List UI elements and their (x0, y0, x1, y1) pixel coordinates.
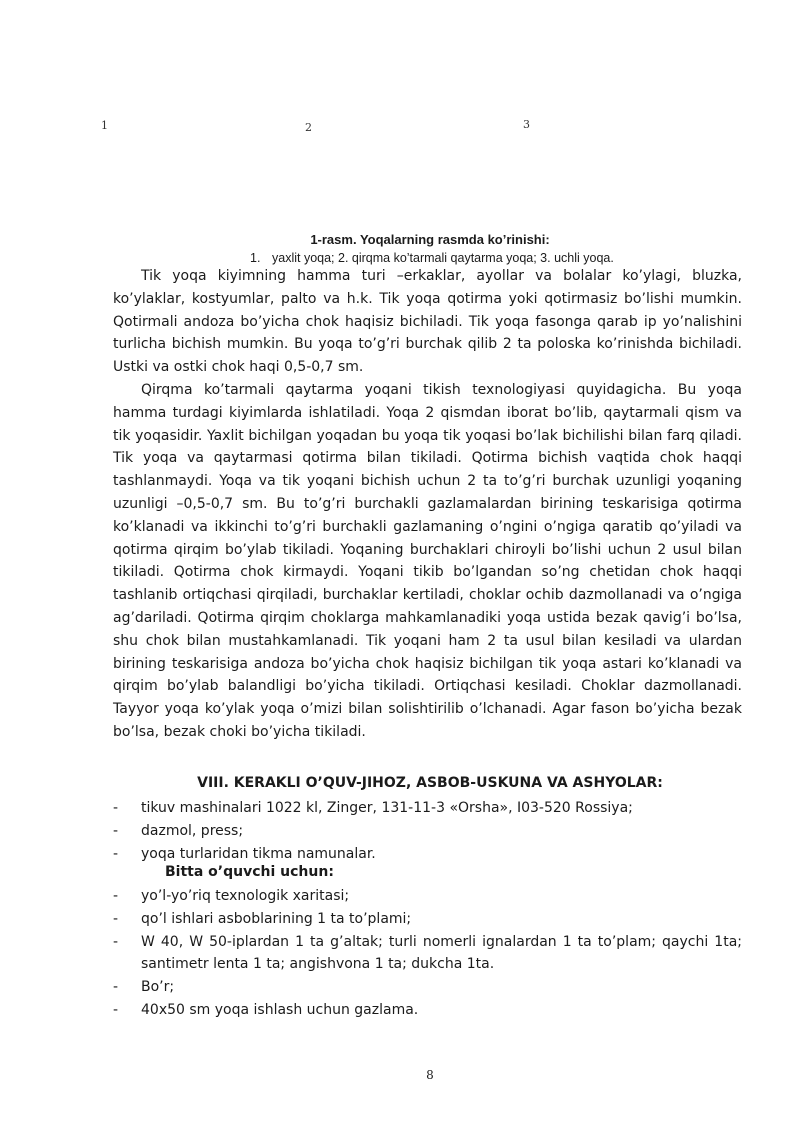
caption-number: 1. (250, 251, 261, 265)
student-subheading: Bitta o’quvchi uchun: (165, 864, 334, 880)
figure-caption-subtitle (250, 251, 614, 265)
list-item: - yoqa turlaridan tikma namunalar. (113, 843, 742, 866)
caption-text: yaxlit yoqa; 2. qirqma ko’tarmali qaytarma yoqa; 3. uchli yoqa. (272, 251, 614, 265)
list-bullet: - (113, 910, 119, 927)
list-bullet: - (113, 979, 119, 996)
page-number: 8 (426, 1068, 434, 1082)
list-item: - Bo’r; (113, 976, 742, 999)
list-bullet: - (113, 800, 119, 816)
list-item: - dazmol, press; (113, 820, 742, 843)
body-text (113, 265, 742, 744)
figure-label-2: 2 (305, 121, 312, 134)
list-bullet: - (113, 1001, 119, 1018)
list-item: - W 40, W 50-iplardan 1 ta g’altak; turli nomerli ignalardan 1 ta to’plam; qaychi 1ta; santimetr lenta 1 ta; angishvona 1 ta; dukcha 1ta. (113, 931, 742, 977)
list-item: - qo’l ishlari asboblarining 1 ta to’plami; (113, 908, 742, 931)
figure-label-1: 1 (101, 119, 108, 132)
list-item: - tikuv mashinalari 1022 kl, Zinger, 131-11-3 «Orsha», I03-520 Rossiya; (113, 797, 742, 820)
paragraph: Qirqma ko’tarmali qaytarma yoqani tikish texnologiyasi quyidagicha. Bu yoqa hamma turdagi kiyimlarda ishlatiladi. Yoqa 2 qismdan iborat bo’lib, qaytarmali qism va tik yoqasidir. Yaxlit bichilgan yoqadan bu yoqa tik yoqasi bo’lak bichilishi bilan farq qiladi. Tik yoqa va qaytarmasi qotirma bilan tikiladi. Qotirma bichish vaqtida chok haqqi tashlanmaydi. Yoqa va tik yoqani bichish uchun 2 ta to’g’ri burchak uzunligi yoqaning uzunligi –0,5-0,7 sm. Bu to’g’ri burchakli gazlamalardan birining teskarisiga qotirma ko’klanadi va ikkinchi to’g’ri burchakli gazlamaning o’ngini o’ngiga qaratib qo’yiladi va qotirma qirqim bo’ylab tikiladi. Yoqaning burchaklari chiroyli bo’lishi uchun 2 usul bilan tikiladi. Qotirma chok kirmaydi. Yoqani tikib bo’lgandan so’ng chetidan chok haqqi tashlanib ortiqchasi qirqiladi, burchaklar kertiladi, choklar ochib dazmollanadi va o’ngiga ag’dariladi. Qotirma qirqim choklarga mahkamlanadiki yoqa ustida bezak qavig’i bo’lsa, shu chok bilan mustahkamlanadi. Tik yoqani ham 2 ta usul bilan kesiladi va ulardan birining teskarisiga andoza bo’yicha chok haqisiz bichilgan tik yoqa astari ko’klanadi va qirqim bo’ylab balandligi bo’yicha tikiladi. Ortiqchasi kesiladi. Choklar dazmollanadi. Tayyor yoqa ko’ylak yoqa o’mizi bilan solishtirilib o’lchanadi. Agar fason bo’yicha bezak bo’lsa, bezak choki bo’yicha tikiladi. (113, 381, 742, 740)
list-bullet: - (113, 822, 119, 839)
figure-label-3: 3 (523, 118, 530, 131)
equipment-list (113, 797, 742, 865)
figure-caption-title: 1-rasm. Yoqalarning rasmda ko’rinishi: (310, 232, 550, 247)
student-list (113, 885, 742, 1022)
list-bullet: - (113, 845, 119, 862)
list-item: - 40x50 sm yoqa ishlash uchun gazlama. (113, 999, 742, 1022)
list-bullet: - (113, 933, 119, 950)
section-heading: VIII. KERAKLI O’QUV-JIHOZ, ASBOB-USKUNA VA ASHYOLAR: (197, 775, 663, 791)
paragraph: Tik yoqa kiyimning hamma turi –erkaklar, ayollar va bolalar ko’ylagi, bluzka, ko’ylaklar, kostyumlar, palto va h.k. Tik yoqa qotirma yoki qotirmasiz bo’lishi mumkin. Qotirmali andoza bo’yicha chok haqisiz bichiladi. Tik yoqa fasonga qarab ip yo’nalishini turlicha bichish mumkin. Bu yoqa to’g’ri burchak qilib 2 ta poloska ko’rinishda bichiladi. Ustki va ostki chok haqi 0,5-0,7 sm. (113, 268, 742, 376)
list-item: - yo’l-yo’riq texnologik xaritasi; (113, 885, 742, 908)
list-bullet: - (113, 888, 119, 904)
